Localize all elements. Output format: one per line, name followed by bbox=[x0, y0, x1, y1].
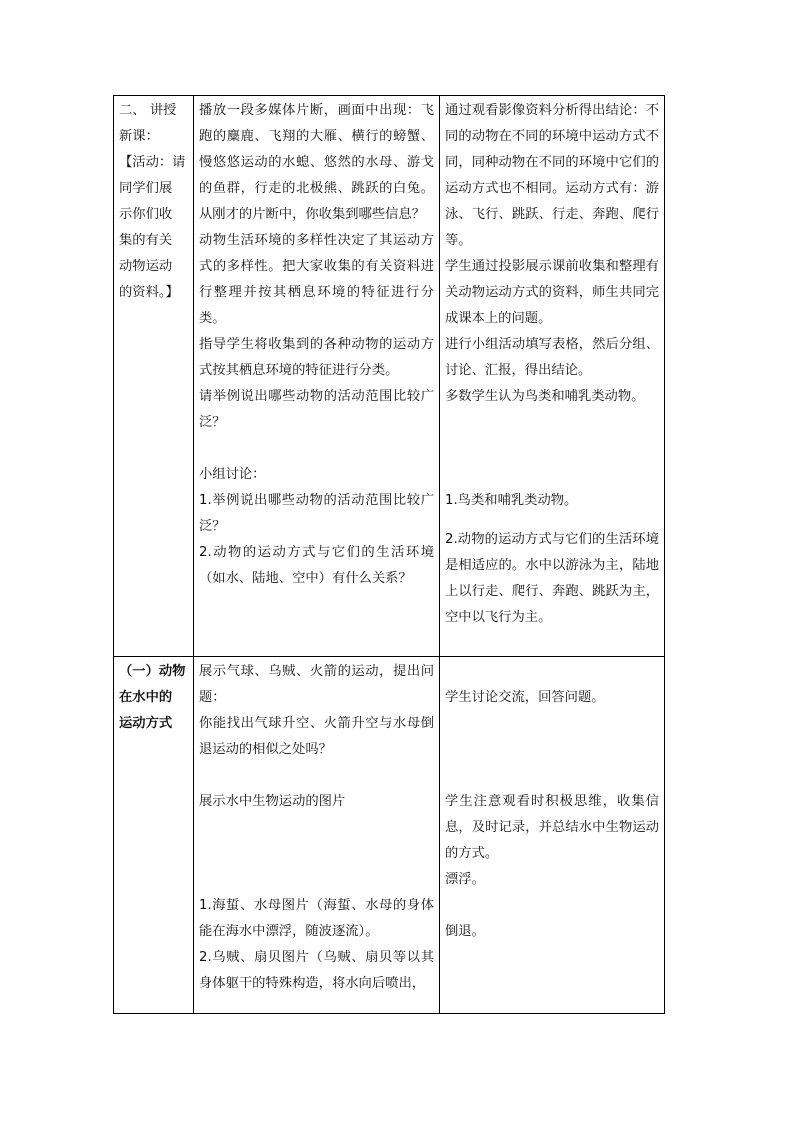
teacher-paragraph: 2.乌贼、扇贝图片（乌贼、扇贝等以其身体躯干的特殊构造，将水向后喷出， bbox=[199, 950, 434, 991]
blank-line bbox=[445, 659, 659, 685]
lesson-plan-table bbox=[113, 95, 665, 1014]
teacher-activity-cell bbox=[194, 657, 440, 1014]
table-row bbox=[114, 657, 665, 1014]
stage-line: 示你们收 bbox=[119, 207, 173, 222]
blank-line bbox=[445, 514, 659, 527]
student-paragraph: 学生通过投影展示课前收集和整理有关动物运动方式的资料，师生共同完成课本上的问题。 bbox=[445, 259, 659, 326]
teacher-paragraph: 1.海蜇、水母图片（海蜇、水母的身体能在海水中漂浮，随波逐流）。 bbox=[199, 898, 434, 939]
stage-line: 新课： bbox=[119, 129, 159, 144]
stage-cell bbox=[114, 96, 194, 657]
blank-lines bbox=[445, 410, 659, 488]
teacher-paragraph: 展示水中生物运动的图片 bbox=[199, 794, 346, 809]
stage-line: 集的有关 bbox=[119, 233, 173, 248]
teacher-paragraph: 请举例说出哪些动物的活动范围比较广泛？ bbox=[199, 389, 434, 430]
student-paragraph: 1.鸟类和哺乳类动物。 bbox=[445, 493, 578, 508]
student-paragraph: 多数学生认为鸟类和哺乳类动物。 bbox=[445, 389, 645, 404]
student-paragraph: 倒退。 bbox=[445, 924, 485, 939]
stage-line: 【活动：请 bbox=[119, 155, 186, 170]
blank-line bbox=[199, 763, 434, 789]
student-paragraph: 进行小组活动填写表格，然后分组、讨论、汇报，得出结论。 bbox=[445, 337, 659, 378]
blank-line bbox=[445, 893, 659, 919]
stage-cell bbox=[114, 657, 194, 1014]
teacher-paragraph: 2.动物的运动方式与它们的生活环境（如水、陆地、空中）有什么关系？ bbox=[199, 545, 434, 586]
student-paragraph: 2.动物的运动方式与它们的生活环境是相适应的。水中以游泳为主，陆地上以行走、爬行、奔跑、跳跃为主，空中以飞行为主。 bbox=[445, 532, 659, 625]
stage-line: 同学们展 bbox=[119, 181, 173, 196]
table-row bbox=[114, 96, 665, 657]
stage-line: 二、 讲授 bbox=[119, 103, 177, 118]
teacher-paragraph: 播放一段多媒体片断，画面中出现：飞跑的麋鹿、飞翔的大雁、横行的螃蟹、慢悠悠运动的水螅、悠然的水母、游戈的鱼群，行走的北极熊、跳跃的白兔。从刚才的片断中，你收集到哪些信息？ bbox=[199, 103, 434, 222]
teacher-paragraph: 展示气球、乌贼、火箭的运动，提出问题： bbox=[199, 664, 434, 705]
student-paragraph: 学生讨论交流，回答问题。 bbox=[445, 690, 605, 705]
stage-line: 的资料。】 bbox=[119, 285, 179, 300]
student-paragraph: 学生注意观看时积极思维，收集信息，及时记录，并总结水中生物运动的方式。 bbox=[445, 794, 659, 861]
student-activity-cell bbox=[440, 96, 665, 657]
stage-line: 运动方式 bbox=[119, 716, 173, 731]
blank-lines bbox=[199, 815, 434, 893]
teacher-paragraph: 小组讨论： bbox=[199, 467, 266, 482]
student-activity-cell bbox=[440, 657, 665, 1014]
stage-line: 动物运动 bbox=[119, 259, 173, 274]
teacher-paragraph: 你能找出气球升空、火箭升空与水母倒退运动的相似之处吗？ bbox=[199, 716, 434, 757]
student-paragraph: 漂浮。 bbox=[445, 872, 485, 887]
blank-line bbox=[199, 436, 434, 462]
teacher-paragraph: 1.举例说出哪些动物的活动范围比较广泛？ bbox=[199, 493, 434, 534]
stage-line: （一）动物 bbox=[119, 664, 186, 679]
teacher-paragraph: 指导学生将收集到的各种动物的运动方式按其栖息环境的特征进行分类。 bbox=[199, 337, 434, 378]
blank-lines bbox=[445, 711, 659, 789]
stage-line: 在水中的 bbox=[119, 690, 173, 705]
teacher-paragraph: 动物生活环境的多样性决定了其运动方式的多样性。把大家收集的有关资料进行整理并按其栖息环境的特征进行分类。 bbox=[199, 233, 434, 326]
student-paragraph: 通过观看影像资料分析得出结论：不同的动物在不同的环境中运动方式不同，同种动物在不同的环境中它们的运动方式也不相同。运动方式有：游泳、飞行、跳跃、行走、奔跑、爬行等。 bbox=[445, 103, 659, 248]
teacher-activity-cell bbox=[194, 96, 440, 657]
